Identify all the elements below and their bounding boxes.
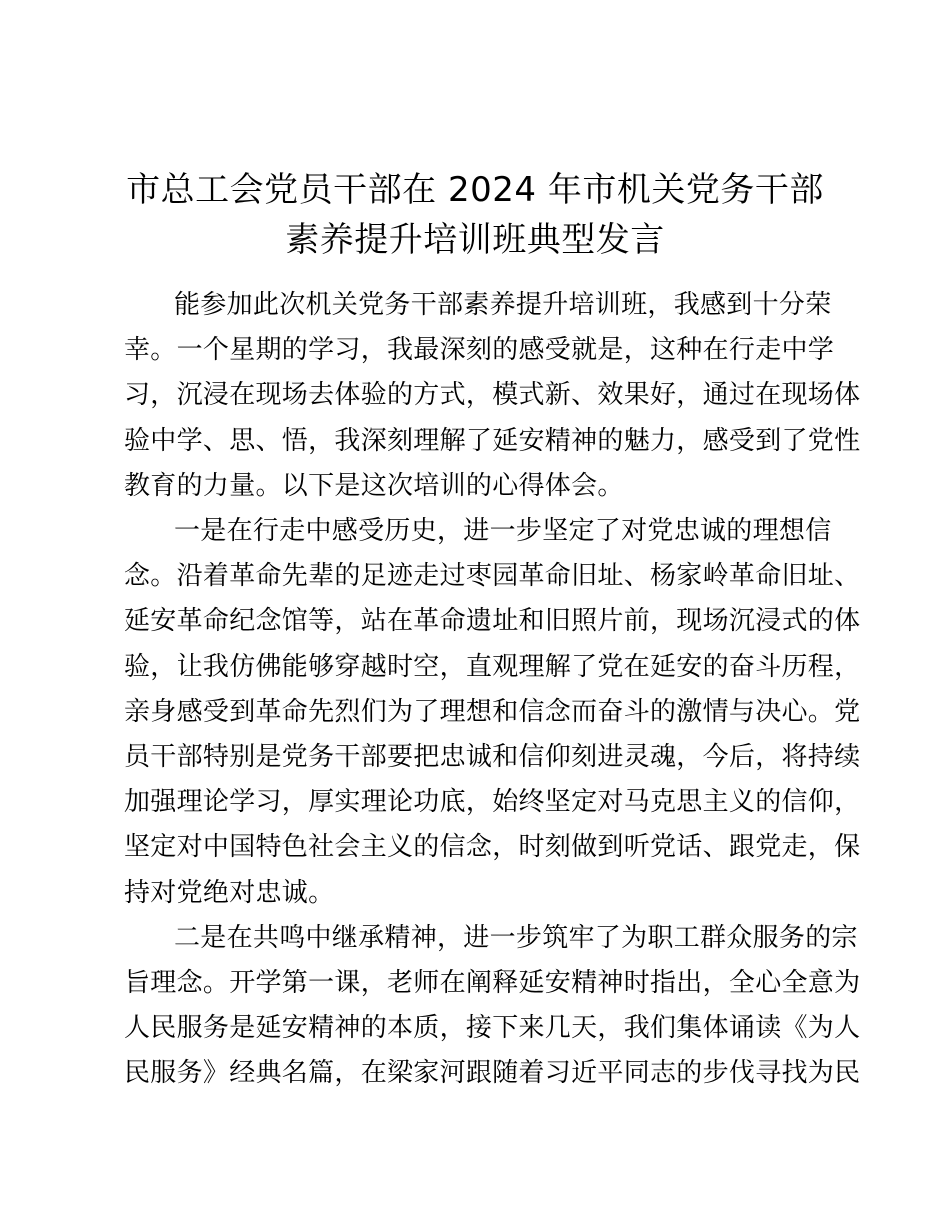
paragraph-line: 人民服务是延安精神的本质，接下来几天，我们集体诵读《为人 xyxy=(124,1013,861,1044)
paragraph-3 xyxy=(124,916,861,1097)
paragraph-line: 民服务》经典名篇，在梁家河跟随着习近平同志的步伐寻找为民 xyxy=(124,1058,861,1089)
paragraph-line: 教育的力量。以下是这次培训的心得体会。 xyxy=(124,470,624,501)
paragraph-line: 亲身感受到革命先烈们为了理想和信念而奋斗的激情与决心。党 xyxy=(124,696,861,727)
paragraph-line: 坚定对中国特色社会主义的信念，时刻做到听党话、跟党走，保 xyxy=(124,832,861,863)
paragraph-line: 二是在共鸣中继承精神，进一步筑牢了为职工群众服务的宗 xyxy=(174,922,858,953)
paragraph-line: 员干部特别是党务干部要把忠诚和信仰刻进灵魂，今后，将持续 xyxy=(124,742,861,773)
paragraph-line: 验，让我仿佛能够穿越时空，直观理解了党在延安的奋斗历程， xyxy=(124,651,861,682)
paragraph-line: 旨理念。开学第一课，老师在阐释延安精神时指出，全心全意为 xyxy=(124,968,861,999)
title-line-1: 市总工会党员干部在 2024 年市机关党务干部 xyxy=(126,170,824,210)
paragraph-line: 延安革命纪念馆等，站在革命遗址和旧照片前，现场沉浸式的体 xyxy=(124,606,861,637)
paragraph-line: 一是在行走中感受历史，进一步坚定了对党忠诚的理想信 xyxy=(174,516,832,547)
title-line-2: 素养提升培训班典型发言 xyxy=(285,220,665,260)
paragraph-line: 幸。一个星期的学习，我最深刻的感受就是，这种在行走中学 xyxy=(124,335,835,366)
paragraph-1 xyxy=(124,283,861,509)
document-body xyxy=(124,283,861,1097)
paragraph-line: 验中学、思、悟，我深刻理解了延安精神的魅力，感受到了党性 xyxy=(124,425,861,456)
paragraph-line: 念。沿着革命先辈的足迹走过枣园革命旧址、杨家岭革命旧址、 xyxy=(124,561,861,592)
paragraph-line: 加强理论学习，厚实理论功底，始终坚定对马克思主义的信仰， xyxy=(124,787,861,818)
paragraph-2 xyxy=(124,509,861,916)
paragraph-line: 能参加此次机关党务干部素养提升培训班，我感到十分荣 xyxy=(174,290,832,320)
paragraph-line: 习，沉浸在现场去体验的方式，模式新、效果好，通过在现场体 xyxy=(124,380,861,411)
paragraph-line: 持对党绝对忠诚。 xyxy=(124,877,335,908)
document-title xyxy=(0,165,950,265)
